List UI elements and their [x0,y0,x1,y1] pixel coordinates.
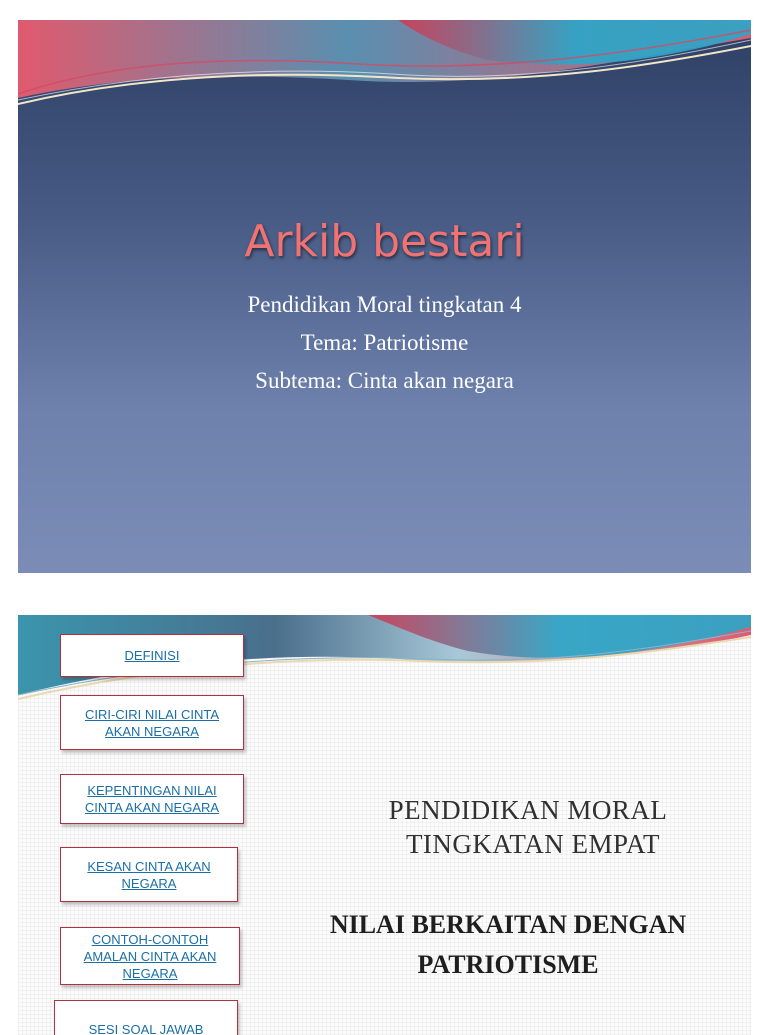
subtitle-line: Pendidikan Moral tingkatan 4 [247,292,522,317]
subject-heading-line: TINGKATAN EMPAT [405,829,661,859]
nav-button-label: KEPENTINGAN NILAI CINTA AKAN NEGARA [84,783,220,815]
nav-button-label: SESI SOAL JAWAB [88,1022,204,1035]
nav-button-definisi[interactable] [60,634,244,677]
nav-button-label: CIRI-CIRI NILAI CINTA AKAN NEGARA [84,706,220,739]
nav-button-label: KESAN CINTA AKAN NEGARA [87,858,211,891]
nav-button-sesi-soal-jawab[interactable] [54,1000,238,1035]
title-slide [18,20,751,573]
subject-heading-line: PENDIDIKAN MORAL [388,795,668,825]
subtitle-line: Tema: Patriotisme [300,330,469,355]
topic-heading [308,905,708,985]
nav-button-kepentingan[interactable] [60,774,244,824]
menu-slide [18,615,751,1035]
nav-button-label: CONTOH-CONTOH AMALAN CINTA AKAN NEGARA [83,931,217,981]
slide-title: Arkib bestari [244,216,525,267]
subject-heading [348,793,708,861]
decorative-wave-banner [18,20,751,130]
nav-button-ciri-ciri[interactable] [60,695,244,750]
topic-heading-line: NILAI BERKAITAN DENGAN [329,910,687,939]
nav-button-kesan[interactable] [60,847,238,902]
nav-button-label: DEFINISI [124,648,180,663]
subtitle-block [18,286,751,400]
topic-heading-line: PATRIOTISME [417,950,599,979]
nav-button-contoh[interactable] [60,927,240,985]
subtitle-line: Subtema: Cinta akan negara [255,368,514,393]
